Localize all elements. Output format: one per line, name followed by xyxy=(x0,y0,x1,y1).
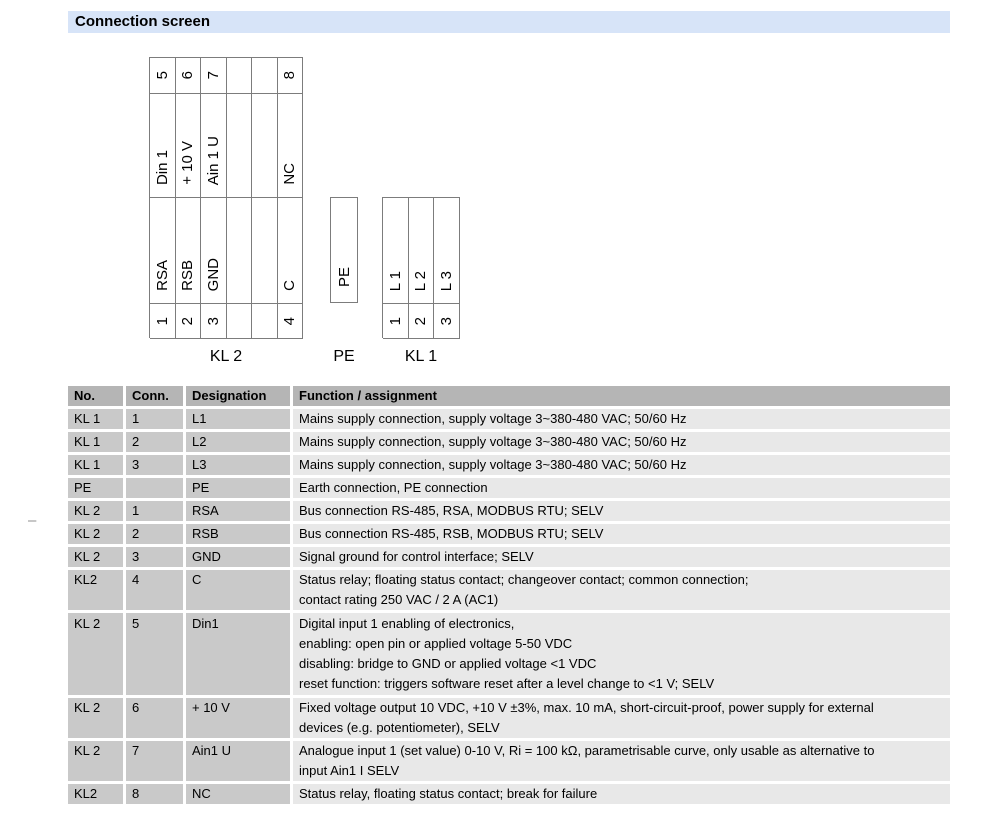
terminal-number: 4 xyxy=(281,316,299,326)
cell-designation: L1 xyxy=(186,409,290,429)
terminal-cell xyxy=(278,58,304,94)
cell-no: KL 2 xyxy=(68,524,123,544)
table-row xyxy=(68,613,950,695)
function-line: disabling: bridge to GND or applied voltage <1 VDC xyxy=(299,656,597,671)
table-row xyxy=(68,432,950,452)
terminal-cell xyxy=(201,304,227,339)
terminal-number: 2 xyxy=(412,316,430,326)
cell-function xyxy=(293,698,950,738)
table-row xyxy=(68,570,950,610)
function-line: Mains supply connection, supply voltage 3~380-480 VAC; 50/60 Hz xyxy=(299,411,687,426)
function-line: Analogue input 1 (set value) 0-10 V, Ri = 100 kΩ, parametrisable curve, only usable as alternative to xyxy=(299,743,875,758)
terminal-cell xyxy=(278,94,304,198)
terminal-label: Ain 1 U xyxy=(204,135,222,185)
terminal-label: RSB xyxy=(179,260,197,291)
terminal-cell xyxy=(176,198,202,304)
cell-function xyxy=(293,570,950,610)
cell-conn: 5 xyxy=(126,613,183,695)
cell-function xyxy=(293,409,950,429)
cell-function xyxy=(293,432,950,452)
cell-function xyxy=(293,501,950,521)
table-row xyxy=(68,741,950,781)
cell-function xyxy=(293,784,950,804)
terminal-cell xyxy=(409,304,435,339)
terminal-cell xyxy=(227,94,253,198)
column-header-no: No. xyxy=(68,386,123,406)
function-line: Fixed voltage output 10 VDC, +10 V ±3%, max. 10 mA, short-circuit-proof, power supply for external xyxy=(299,700,874,715)
terminal-cell xyxy=(278,304,304,339)
terminal-label: L 1 xyxy=(386,270,404,291)
terminal-cell xyxy=(201,58,227,94)
terminal-cell xyxy=(150,304,176,339)
cell-conn: 3 xyxy=(126,455,183,475)
cell-designation: RSA xyxy=(186,501,290,521)
terminal-cell xyxy=(278,198,304,304)
cell-conn: 7 xyxy=(126,741,183,781)
function-line: Digital input 1 enabling of electronics, xyxy=(299,616,515,631)
block-label-pe: PE xyxy=(333,348,355,365)
table-row xyxy=(68,784,950,804)
terminal-number: 2 xyxy=(179,316,197,326)
terminal-cell xyxy=(150,198,176,304)
function-line: devices (e.g. potentiometer), SELV xyxy=(299,720,500,735)
cell-conn: 2 xyxy=(126,524,183,544)
terminal-cell xyxy=(176,94,202,198)
block-label-kl1: KL 1 xyxy=(404,348,438,365)
terminal-block-pe xyxy=(330,197,358,303)
terminal-block-kl2 xyxy=(149,57,303,338)
terminal-label: C xyxy=(281,280,299,291)
cell-conn: 1 xyxy=(126,409,183,429)
cell-function xyxy=(293,524,950,544)
cell-conn: 1 xyxy=(126,501,183,521)
table-row xyxy=(68,698,950,738)
table-header-row xyxy=(68,386,950,406)
cell-function xyxy=(293,741,950,781)
terminal-label: PE xyxy=(335,266,353,287)
cell-no: KL 2 xyxy=(68,613,123,695)
cell-function xyxy=(293,613,950,695)
cell-no: KL 2 xyxy=(68,698,123,738)
cell-designation: GND xyxy=(186,547,290,567)
function-line: Status relay; floating status contact; changeover contact; common connection; xyxy=(299,572,749,587)
terminal-number: 6 xyxy=(179,71,197,80)
terminal-label: + 10 V xyxy=(179,141,197,185)
terminal-number: 3 xyxy=(438,316,456,326)
cell-designation: C xyxy=(186,570,290,610)
cell-no: KL 1 xyxy=(68,409,123,429)
cell-no: KL 1 xyxy=(68,432,123,452)
terminal-cell xyxy=(176,304,202,339)
terminal-cell xyxy=(434,304,460,339)
table-row xyxy=(68,547,950,567)
function-line: enabling: open pin or applied voltage 5-50 VDC xyxy=(299,636,573,651)
function-line: Mains supply connection, supply voltage 3~380-480 VAC; 50/60 Hz xyxy=(299,434,687,449)
terminal-cell xyxy=(434,198,460,304)
terminal-cell xyxy=(252,94,278,198)
cell-function xyxy=(293,455,950,475)
page-title: Connection screen xyxy=(68,11,950,33)
table-row xyxy=(68,409,950,429)
cell-conn xyxy=(126,478,183,498)
cell-designation: RSB xyxy=(186,524,290,544)
cell-designation: Din1 xyxy=(186,613,290,695)
terminal-block-kl1 xyxy=(382,197,460,338)
function-line: contact rating 250 VAC / 2 A (AC1) xyxy=(299,592,499,607)
terminal-number: 1 xyxy=(386,316,404,326)
function-line: input Ain1 I SELV xyxy=(299,763,400,778)
column-header-conn: Conn. xyxy=(126,386,183,406)
cell-no: PE xyxy=(68,478,123,498)
cell-conn: 3 xyxy=(126,547,183,567)
terminal-cell xyxy=(383,198,409,304)
cell-conn: 4 xyxy=(126,570,183,610)
function-line: Earth connection, PE connection xyxy=(299,480,488,495)
cell-designation: L3 xyxy=(186,455,290,475)
cell-no: KL 2 xyxy=(68,501,123,521)
terminal-cell xyxy=(383,304,409,339)
cell-conn: 8 xyxy=(126,784,183,804)
terminal-cell xyxy=(252,58,278,94)
terminal-cell xyxy=(227,58,253,94)
function-line: Bus connection RS-485, RSB, MODBUS RTU; SELV xyxy=(299,526,604,541)
function-line: Mains supply connection, supply voltage 3~380-480 VAC; 50/60 Hz xyxy=(299,457,687,472)
terminal-cell xyxy=(201,198,227,304)
cell-conn: 6 xyxy=(126,698,183,738)
terminal-cell xyxy=(409,198,435,304)
cell-designation: L2 xyxy=(186,432,290,452)
terminal-label: NC xyxy=(281,163,299,185)
cell-function xyxy=(293,478,950,498)
column-header-function: Function / assignment xyxy=(293,386,950,406)
connection-table xyxy=(68,386,950,807)
terminal-label: Din 1 xyxy=(153,149,171,185)
cell-no: KL 1 xyxy=(68,455,123,475)
table-row xyxy=(68,455,950,475)
terminal-cell xyxy=(150,58,176,94)
terminal-cell xyxy=(227,198,253,304)
cell-no: KL2 xyxy=(68,784,123,804)
terminal-cell xyxy=(176,58,202,94)
terminal-cell xyxy=(201,94,227,198)
terminal-label: RSA xyxy=(153,260,171,291)
cell-no: KL 2 xyxy=(68,741,123,781)
terminal-cell xyxy=(252,198,278,304)
terminal-cell xyxy=(150,94,176,198)
terminal-number: 7 xyxy=(204,71,222,80)
terminal-label: GND xyxy=(204,257,222,291)
terminal-label: L 2 xyxy=(412,270,430,291)
function-line: Status relay, floating status contact; break for failure xyxy=(299,786,598,801)
cell-no: KL2 xyxy=(68,570,123,610)
cell-designation: NC xyxy=(186,784,290,804)
function-line: Signal ground for control interface; SELV xyxy=(299,549,534,564)
table-row xyxy=(68,501,950,521)
terminal-cell xyxy=(252,304,278,339)
terminal-number: 1 xyxy=(153,316,171,326)
terminal-number: 8 xyxy=(281,71,299,80)
block-label-kl2: KL 2 xyxy=(209,348,243,365)
terminal-cell xyxy=(331,198,358,303)
column-header-designation: Designation xyxy=(186,386,290,406)
function-line: Bus connection RS-485, RSA, MODBUS RTU; SELV xyxy=(299,503,604,518)
cell-designation: Ain1 U xyxy=(186,741,290,781)
terminal-cell xyxy=(227,304,253,339)
cell-designation: PE xyxy=(186,478,290,498)
terminal-number: 5 xyxy=(153,71,171,80)
terminal-number: 3 xyxy=(204,316,222,326)
margin-dash: – xyxy=(28,512,37,529)
cell-conn: 2 xyxy=(126,432,183,452)
terminal-label: L 3 xyxy=(438,270,456,291)
function-line: reset function: triggers software reset after a level change to <1 V; SELV xyxy=(299,676,715,691)
cell-designation: + 10 V xyxy=(186,698,290,738)
table-row xyxy=(68,524,950,544)
cell-no: KL 2 xyxy=(68,547,123,567)
table-row xyxy=(68,478,950,498)
cell-function xyxy=(293,547,950,567)
